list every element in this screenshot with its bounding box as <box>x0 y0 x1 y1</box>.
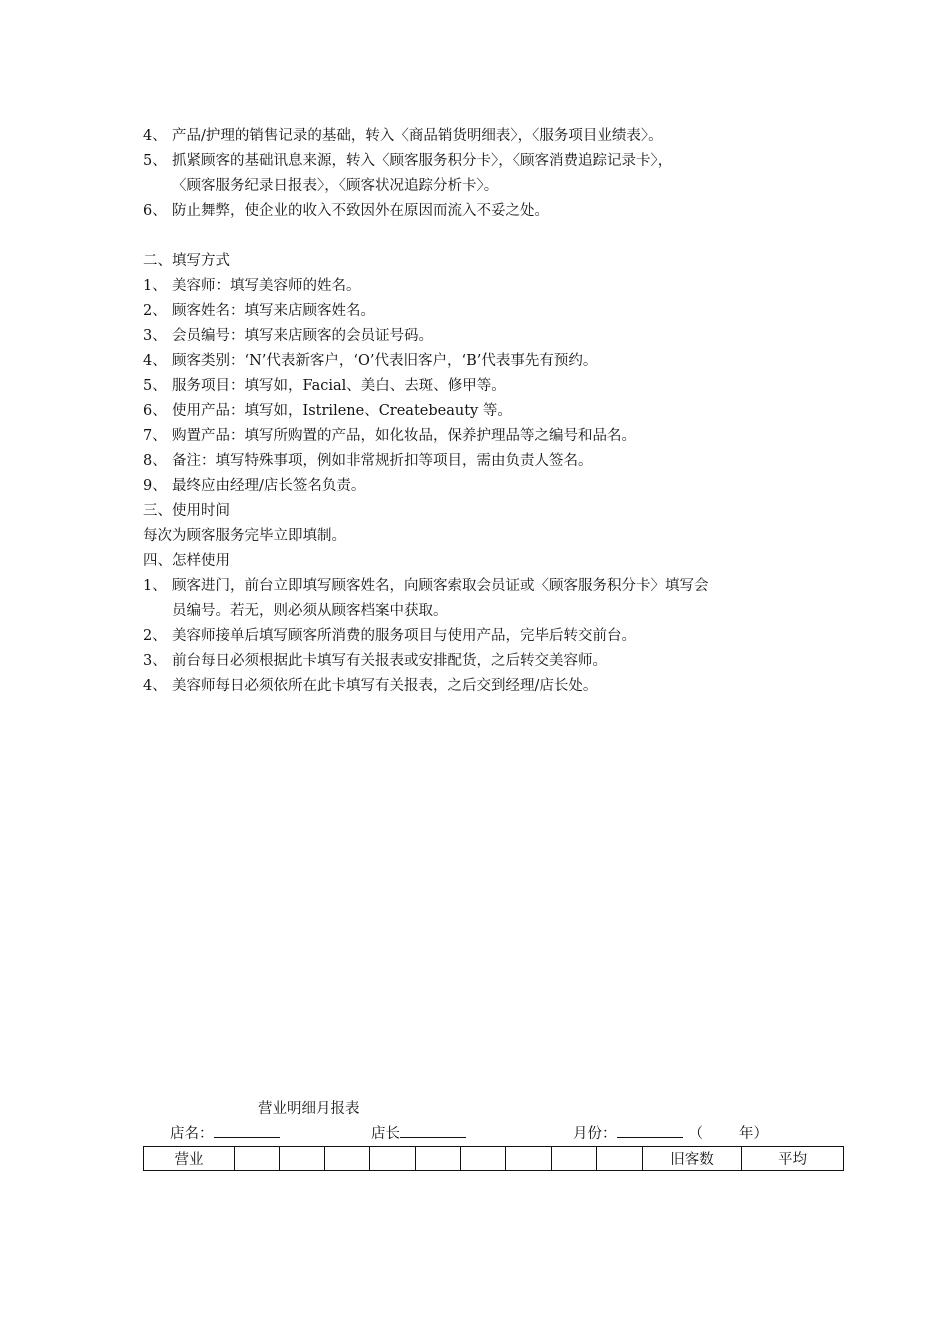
list-item <box>143 474 365 499</box>
item-number: 5、 <box>143 378 167 394</box>
item-text: 前台每日必须根据此卡填写有关报表或安排配货，之后转交美容师。 <box>172 653 607 669</box>
item-number: 3、 <box>143 328 167 344</box>
report-title: 营业明细月报表 <box>258 1101 360 1117</box>
month-label: 月份： <box>573 1126 617 1142</box>
item-number: 1、 <box>143 278 167 294</box>
list-item <box>143 199 549 224</box>
item-text: 服务项目：填写如，Facial、美白、去斑、修甲等。 <box>172 378 506 394</box>
list-item <box>143 674 597 699</box>
item-number: 1、 <box>143 578 167 594</box>
item-text: 使用产品：填写如，Istrilene、Createbeauty 等。 <box>172 403 512 419</box>
table-cell[interactable] <box>506 1147 552 1171</box>
item-text: 美容师：填写美容师的姓名。 <box>172 278 361 294</box>
item-number: 6、 <box>143 203 167 219</box>
list-item <box>143 124 663 149</box>
table-cell[interactable] <box>461 1147 506 1171</box>
list-item <box>143 299 375 324</box>
item-number: 7、 <box>143 428 167 444</box>
item-text: 顾客进门，前台立即填写顾客姓名，向顾客索取会员证或〈顾客服务积分卡〉填写会 <box>172 578 709 594</box>
item-text: 购置产品：填写所购置的产品，如化妆品，保养护理品等之编号和品名。 <box>172 428 636 444</box>
year-open: （ <box>688 1126 703 1142</box>
table-cell[interactable] <box>370 1147 416 1171</box>
table-cell[interactable] <box>280 1147 325 1171</box>
item-text: 产品/护理的销售记录的基础，转入〈商品销货明细表〉，〈服务项目业绩表〉。 <box>172 128 663 144</box>
store-name-label: 店名： <box>170 1126 214 1142</box>
list-item <box>143 399 512 424</box>
item-number: 9、 <box>143 478 167 494</box>
store-name-field <box>170 1122 280 1146</box>
table-cell[interactable] <box>235 1147 280 1171</box>
item-text: 〈顾客服务纪录日报表〉，〈顾客状况追踪分析卡〉。 <box>172 178 499 194</box>
paragraph: 每次为顾客服务完毕立即填制。 <box>143 528 346 544</box>
table-row <box>144 1147 844 1171</box>
list-item <box>172 174 498 199</box>
manager-field <box>371 1122 466 1146</box>
list-item <box>143 374 506 399</box>
item-number: 4、 <box>143 128 167 144</box>
month-blank[interactable] <box>617 1123 683 1138</box>
item-text: 美容师每日必须依所在此卡填写有关报表，之后交到经理/店长处。 <box>172 678 598 694</box>
year-label: 年） <box>739 1126 768 1142</box>
item-text: 美容师接单后填写顾客所消费的服务项目与使用产品，完毕后转交前台。 <box>172 628 636 644</box>
item-text: 防止舞弊，使企业的收入不致因外在原因而流入不妥之处。 <box>172 203 549 219</box>
list-item <box>143 149 672 174</box>
item-number: 6、 <box>143 403 167 419</box>
table-cell-old-customers: 旧客数 <box>643 1147 742 1171</box>
item-number: 8、 <box>143 453 167 469</box>
report-table <box>143 1146 844 1171</box>
table-cell-average: 平均 <box>742 1147 844 1171</box>
manager-blank[interactable] <box>400 1123 466 1138</box>
table-cell[interactable] <box>597 1147 643 1171</box>
item-text: 最终应由经理/店长签名负责。 <box>172 478 366 494</box>
item-number: 3、 <box>143 653 167 669</box>
list-item <box>143 574 709 599</box>
list-item <box>143 649 607 674</box>
section-heading: 四、怎样使用 <box>143 553 230 569</box>
item-text: 抓紧顾客的基础讯息来源，转入〈顾客服务积分卡〉，〈顾客消费追踪记录卡〉， <box>172 153 673 169</box>
list-item <box>143 324 433 349</box>
table-cell[interactable] <box>552 1147 597 1171</box>
table-cell-business: 营业 <box>144 1147 235 1171</box>
item-number: 5、 <box>143 153 167 169</box>
list-item <box>143 624 636 649</box>
item-number: 2、 <box>143 303 167 319</box>
item-number: 4、 <box>143 353 167 369</box>
manager-label: 店长 <box>371 1126 400 1142</box>
list-item <box>172 599 448 624</box>
table-cell[interactable] <box>416 1147 461 1171</box>
item-text: 员编号。若无，则必须从顾客档案中获取。 <box>172 603 448 619</box>
list-item <box>143 274 361 299</box>
section-heading: 三、使用时间 <box>143 503 230 519</box>
list-item <box>143 349 597 374</box>
section-heading: 二、填写方式 <box>143 253 230 269</box>
item-text: 顾客类别：‘N’代表新客户，‘O’代表旧客户，‘B’代表事先有预约。 <box>172 353 598 369</box>
item-number: 2、 <box>143 628 167 644</box>
item-text: 顾客姓名：填写来店顾客姓名。 <box>172 303 375 319</box>
list-item <box>143 424 636 449</box>
item-number: 4、 <box>143 678 167 694</box>
table-cell[interactable] <box>325 1147 370 1171</box>
store-name-blank[interactable] <box>214 1123 280 1138</box>
month-field <box>573 1122 768 1146</box>
item-text: 备注：填写特殊事项，例如非常规折扣等项目，需由负责人签名。 <box>172 453 593 469</box>
list-item <box>143 449 593 474</box>
item-text: 会员编号：填写来店顾客的会员证号码。 <box>172 328 433 344</box>
